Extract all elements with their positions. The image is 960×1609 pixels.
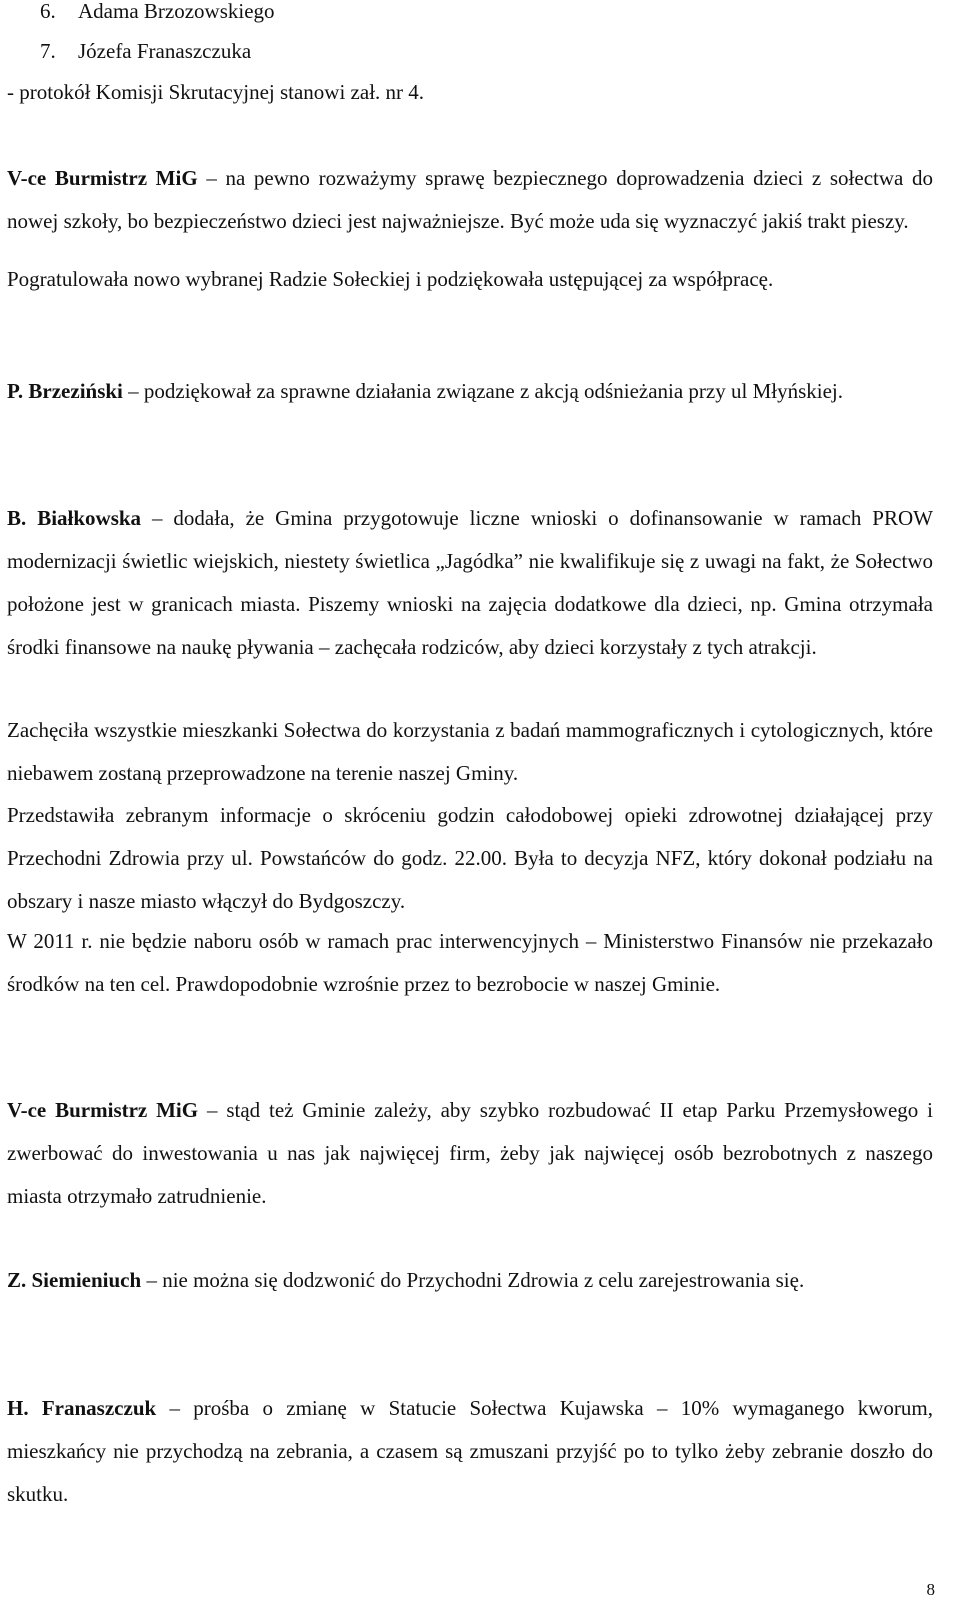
speaker-name: Z. Siemieniuch <box>7 1268 142 1292</box>
speaker-name: H. Franaszczuk <box>7 1396 157 1420</box>
paragraph-text: – prośba o zmianę w Statucie Sołectwa Kujawska – 10% wymaganego kworum, mieszkańcy nie przychodzą na zebrania, a czasem są zmuszani przyjść po to tylko żeby zebranie doszło do skutku. <box>7 1396 934 1506</box>
paragraph-text: – dodała, że Gmina przygotowuje liczne wnioski o dofinansowanie w ramach PROW modernizacji świetlic wiejskich, niestety świetlica „Jagódka” nie kwalifikuje się z uwagi na fakt, że Sołectwo położone jest w granicach miasta. Piszemy wnioski na zajęcia dodatkowe dla dzieci, np. Gmina otrzymała środki finansowe na naukę pływania – zachęcała rodziców, aby dzieci korzystały z tych atrakcji. <box>7 506 933 659</box>
paragraph-text: Przedstawiła zebranym informacje o skróceniu godzin całodobowej opieki zdrowotnej działającej przy Przechodni Zdrowia przy ul. Powstańców do godz. 22.00. Była to decyzja NFZ, który dokonał podziału na obszary i nasze miasto włączył do Bydgoszczy. <box>7 803 933 913</box>
list-item <box>40 0 275 25</box>
list-item-text: Adama Brzozowskiego <box>78 0 275 23</box>
speaker-name: P. Brzeziński <box>7 379 123 403</box>
paragraph <box>7 370 933 413</box>
paragraph <box>7 258 933 301</box>
page-number: 8 <box>926 1580 935 1599</box>
speaker-name: B. Białkowska <box>7 506 142 530</box>
paragraph-text: – podziękował za sprawne działania związane z akcją odśnieżania przy ul Młyńskiej. <box>122 379 844 403</box>
paragraph <box>7 1089 933 1218</box>
paragraph <box>7 709 933 795</box>
paragraph <box>7 1259 933 1302</box>
paragraph <box>7 157 933 243</box>
paragraph-text: – nie można się dodzwonić do Przychodni Zdrowia z celu zarejestrowania się. <box>141 1268 805 1292</box>
list-item <box>40 37 251 65</box>
paragraph-text: – stąd też Gminie zależy, aby szybko rozbudować II etap Parku Przemysłowego i zwerbować do inwestowania u nas jak najwięcej firm, żeby jak najwięcej osób bezrobotnych z naszego miasta otrzymało zatrudnienie. <box>7 1098 933 1208</box>
paragraph-text: – na pewno rozważymy sprawę bezpiecznego doprowadzenia dzieci z sołectwa do nowej szkoły, bo bezpieczeństwo dzieci jest najważniejsze. Być może uda się wyznaczyć jakiś trakt pieszy. <box>7 166 933 233</box>
list-item-number: 7. <box>40 39 56 63</box>
paragraph <box>7 1387 933 1516</box>
speaker-name: V-ce Burmistrz MiG <box>7 1098 199 1122</box>
protocol-note: - protokół Komisji Skrutacyjnej stanowi zał. nr 4. <box>7 80 425 104</box>
paragraph-text: W 2011 r. nie będzie naboru osób w ramach prac interwencyjnych – Ministerstwo Finansów nie przekazało środków na ten cel. Prawdopodobnie wzrośnie przez to bezrobocie w naszej Gminie. <box>7 929 933 996</box>
list-item-text: Józefa Franaszczuka <box>78 39 252 63</box>
paragraph <box>7 920 933 1006</box>
list-item-number: 6. <box>40 0 56 23</box>
paragraph <box>7 497 933 669</box>
paragraph-text: Pogratulowała nowo wybranej Radzie Sołeckiej i podziękowała ustępującej za współpracę. <box>7 267 774 291</box>
speaker-name: V-ce Burmistrz MiG <box>7 166 198 190</box>
paragraph <box>7 794 933 923</box>
paragraph-text: Zachęciła wszystkie mieszkanki Sołectwa do korzystania z badań mammograficznych i cytologicznych, które niebawem zostaną przeprowadzone na terenie naszej Gminy. <box>7 718 933 785</box>
